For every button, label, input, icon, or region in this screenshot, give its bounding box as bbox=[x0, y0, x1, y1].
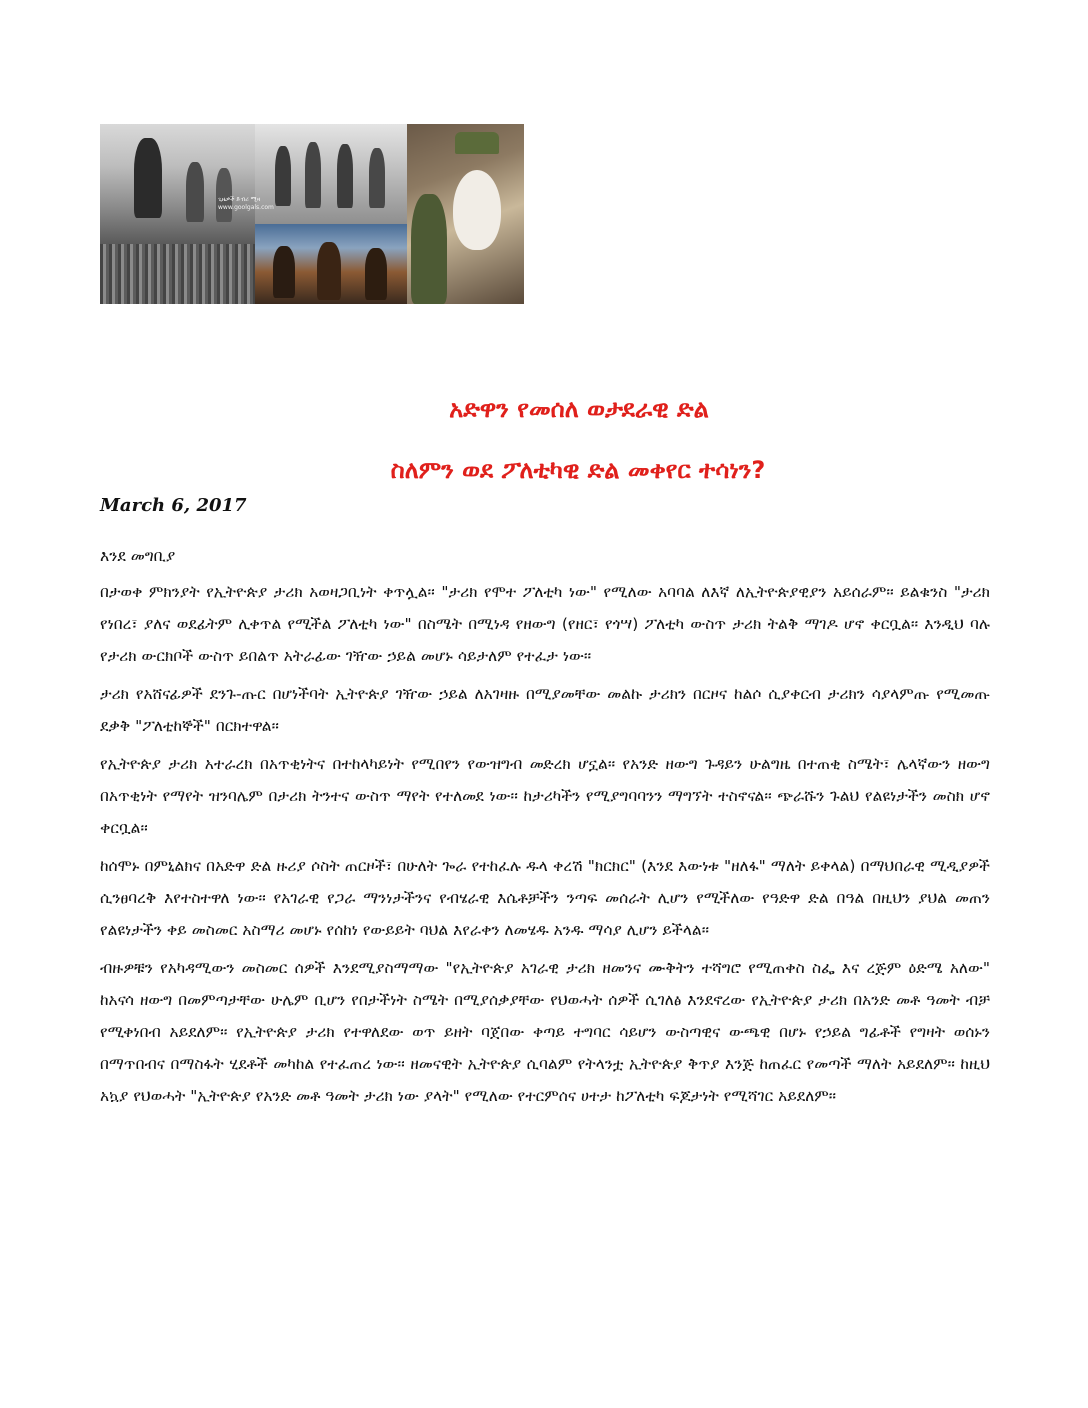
paragraph: ብዙዎቹን የአካዳሚውን መስመር ሰዎች እንደሚያስማማው "የኢትዮጵያ አገራዊ ታሪክ ዘመንና ሙቅትን ተሻግሮ የሚጠቀስ ስፌ እና ረጅም ዕድሜ አለው" ከአናሳ ዘውግ በመምጣታቸው ሁሌም ቢሆን የበታችነት ስሜት በሚያሰቃያቸው የህወሓት ሰዎች ሲገለፅ እንደኖረው የኢትዮጵያ ታሪክ በአንድ መቶ ዓመት ብቻ የሚቀነበብ አይደለም፡፡ የኢትዮጵያ ታሪክ የተዋለደው ወጥ ይዘት ባጀበው ቀጣይ ተግባር ሳይሆን ውስጣዊና ውጫዊ በሆኑ የኃይል ግፊቶች የግዛት ወሰኑን በማጥበብና በማስፋት ሂደቶች መካከል የተፈጠረ ነው፡፡ ዘመናዊት ኢትዮጵያ ሲባልም የትላንቷ ኢትዮጵያ ቅጥያ እንጅ ከጠፈር የመጣች ማለት አይደለም፡፡ ከዚህ አኳያ የህወሓት "ኢትዮጵያ የአንድ መቶ ዓመት ታሪክ ነው ያላት" የሚለው የተርምሰና ሀተታ ከፖለቲካ ፍጆታነት የሚሻገር አይደለም፡፡ bbox=[100, 959, 990, 1105]
collage-panel-horse-riders bbox=[255, 224, 407, 304]
paragraph: ታሪክ የአሸናፊዎች ደንጉ-ጡር በሆነችባት ኢትዮጵያ ገዥው ኃይል ለአገዛዙ በሚያመቸው መልኩ ታሪክን በርዞና ከልሶ ሲያቀርብ ታሪክን ሳያላምጡ የሚመጡ ደቃቅ "ፖለቲከኞች" በርክተዋል፡፡ bbox=[100, 685, 990, 735]
beard-shape bbox=[453, 170, 501, 250]
collage-panel-historic-warriors bbox=[100, 124, 255, 244]
soldier-figure bbox=[305, 142, 321, 208]
rider-figure bbox=[365, 248, 387, 300]
article-date: March 6, 2017 bbox=[100, 495, 247, 516]
collage-panel-veteran-portrait bbox=[407, 124, 524, 304]
soldier-figure bbox=[275, 146, 291, 206]
soldier-figure bbox=[186, 162, 204, 222]
section-heading: እንደ መግቢያ bbox=[100, 547, 176, 565]
photo-collage bbox=[100, 124, 524, 304]
soldier-figure bbox=[216, 168, 232, 222]
paragraph: ከሰሞኑ በምኒልክና በአድዋ ድል ዙሪያ ሶስት ጠርዞች፣ በሁለት ጐራ የተከፈሉ ዱላ ቀረሽ "ክርክር" (እንደ እውነቱ "ዘለፋ" ማለት ይቀላል) በማህበራዊ ሚዲያዎች ሲንፀባረቅ እየተስተዋለ ነው፡፡ የአገራዊ የጋራ ማንነታችንና የብሄራዊ እሴቶቻችን ንጣፍ መሰራት ሊሆን የሚችለው የዓድዋ ድል በዓል በዚህን ያህል መጠን የልዩነታችን ቀይ መስመር አስማሪ መሆኑ የሰከነ የውይይት ባህል እየራቀን ለመሄዱ አንዱ ማሳያ ሊሆን ይችላል፡፡ bbox=[100, 857, 990, 939]
article-subtitle: ስለምን ወደ ፖለቲካዊ ድል መቀየር ተሳነን? bbox=[390, 456, 766, 484]
collage-caption: ጊዜዎች ድብሪ ሚዛ www.goolgals.com bbox=[218, 196, 274, 211]
hat-shape bbox=[455, 132, 499, 154]
collage-panel-crowd bbox=[100, 244, 255, 304]
veteran-figure bbox=[411, 194, 447, 304]
warrior-figure bbox=[134, 138, 162, 218]
soldier-figure bbox=[369, 148, 385, 208]
collage-panel-marching-soldiers bbox=[255, 124, 407, 224]
paragraph: የኢትዮጵያ ታሪክ አተራረክ በአጥቂነትና በተከላካይነት የሚበየን የውዝግብ መድረክ ሆኗል፡፡ የአንድ ዘውግ ጉዳይን ሁልግዜ በተጠቂ ስሜት፣ ሌላኛውን ዘውግ በአጥቂነት የማየት ዝንባሌም በታሪክ ትንተና ውስጥ ማየት የተለመደ ነው፡፡ ከታሪካችን የሚያግባባንን ማግኘት ተስኖናል፡፡ ጭራሹን ጉልህ የልዩነታችን መስክ ሆኖ ቀርቧል፡፡ bbox=[100, 755, 990, 837]
rider-figure bbox=[273, 246, 295, 298]
paragraph: በታወቀ ምክንያት የኢትዮጵያ ታሪክ አወዛጋቢነት ቀጥሏል፡፡ "ታሪክ የሞተ ፖለቲካ ነው" የሚለው አባባል ለእኛ ለኢትዮጵያዊያን አይሰራም፡፡ ይልቁንስ "ታሪክ የነበረ፣ ያለና ወደፊትም ሊቀጥል የሚችል ፖለቲካ ነው" በስሜት በሚነዳ የዘውግ (የዘር፣ የጎሣ) ፖለቲካ ውስጥ ታሪክ ትልቅ ማገዶ ሆኖ ቀርቧል፡፡ እንዲህ ባሉ የታሪክ ውርክቦች ውስጥ ይበልጥ አትራፊው ገዥው ኃይል መሆኑ ሳይታለም የተፈታ ነው፡፡ bbox=[100, 583, 990, 665]
article-title: አድዋን የመሰለ ወታደራዊ ድል bbox=[449, 395, 709, 423]
soldier-figure bbox=[337, 144, 353, 208]
rider-figure bbox=[317, 242, 341, 300]
article-body bbox=[100, 540, 990, 1118]
